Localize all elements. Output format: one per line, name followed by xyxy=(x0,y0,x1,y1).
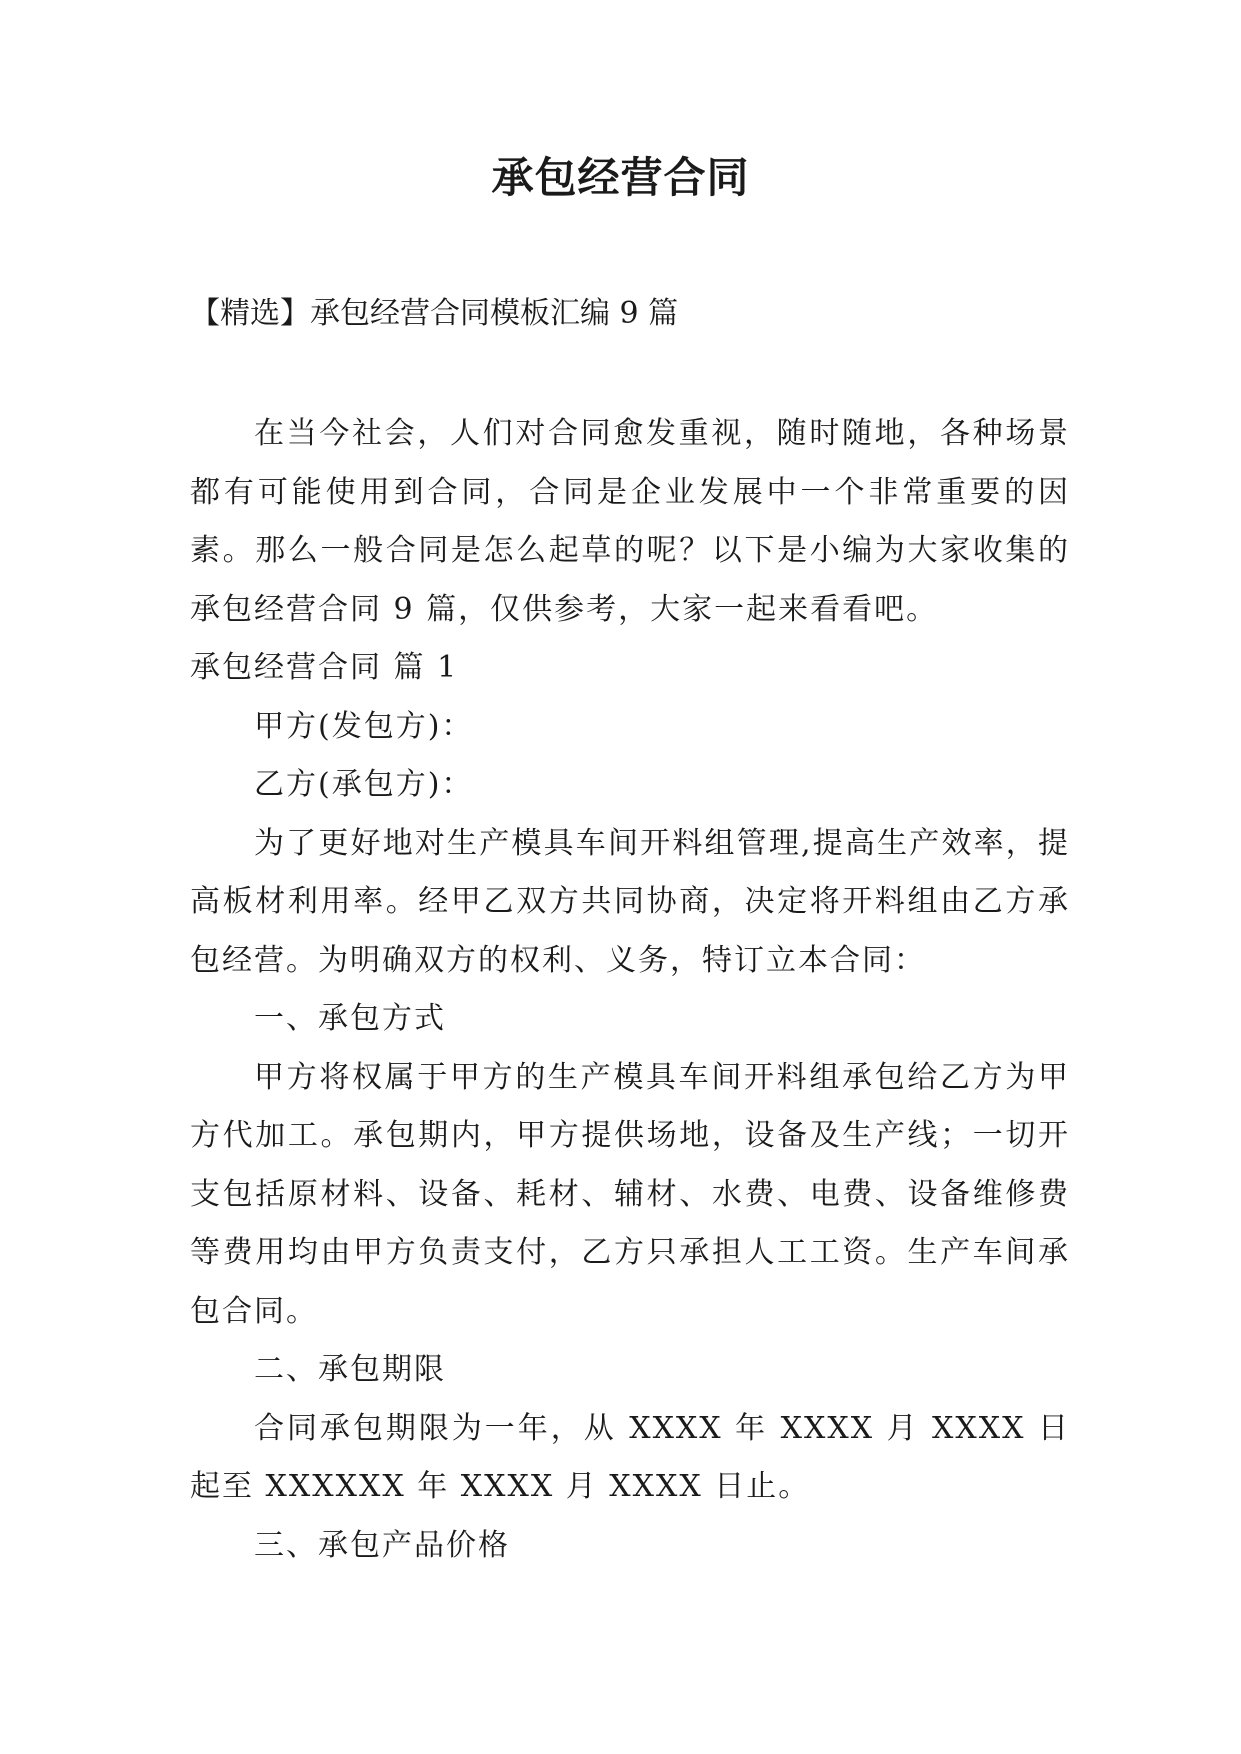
clause-1-body: 甲方将权属于甲方的生产模具车间开料组承包给乙方为甲方代加工。承包期内，甲方提供场地，设备及生产线；一切开支包括原材料、设备、耗材、辅材、水费、电费、设备维修费等费用均由甲方负责支付，乙方只承担人工工资。生产车间承包合同。 xyxy=(190,1059,1070,1329)
clause-3-title: 三、承包产品价格 xyxy=(254,1527,510,1563)
document-title: 承包经营合同 xyxy=(491,153,750,202)
intro-paragraph: 在当今社会，人们对合同愈发重视，随时随地，各种场景都有可能使用到合同，合同是企业发展中一个非常重要的因素。那么一般合同是怎么起草的呢？以下是小编为大家收集的承包经营合同 9 篇，仅供参考，大家一起来看看吧。 xyxy=(190,416,1070,627)
purpose-paragraph: 为了更好地对生产模具车间开料组管理,提高生产效率，提高板材利用率。经甲乙双方共同协商，决定将开料组由乙方承包经营。为明确双方的权利、义务，特订立本合同： xyxy=(190,825,1070,978)
clause-1-title: 一、承包方式 xyxy=(254,1001,446,1036)
document-body xyxy=(190,405,1070,1575)
clause-2-body: 合同承包期限为一年，从 XXXX 年 XXXX 月 XXXX 日起至 XXXXXX 年 XXXX 月 XXXX 日止。 xyxy=(190,1410,1070,1504)
clause-2-title: 二、承包期限 xyxy=(254,1352,446,1387)
section-heading: 承包经营合同 篇 1 xyxy=(190,650,459,685)
document-subtitle: 【精选】承包经营合同模板汇编 9 篇 xyxy=(190,296,679,331)
party-a-line: 甲方(发包方)： xyxy=(254,708,474,744)
party-b-line: 乙方(承包方)： xyxy=(254,767,474,802)
